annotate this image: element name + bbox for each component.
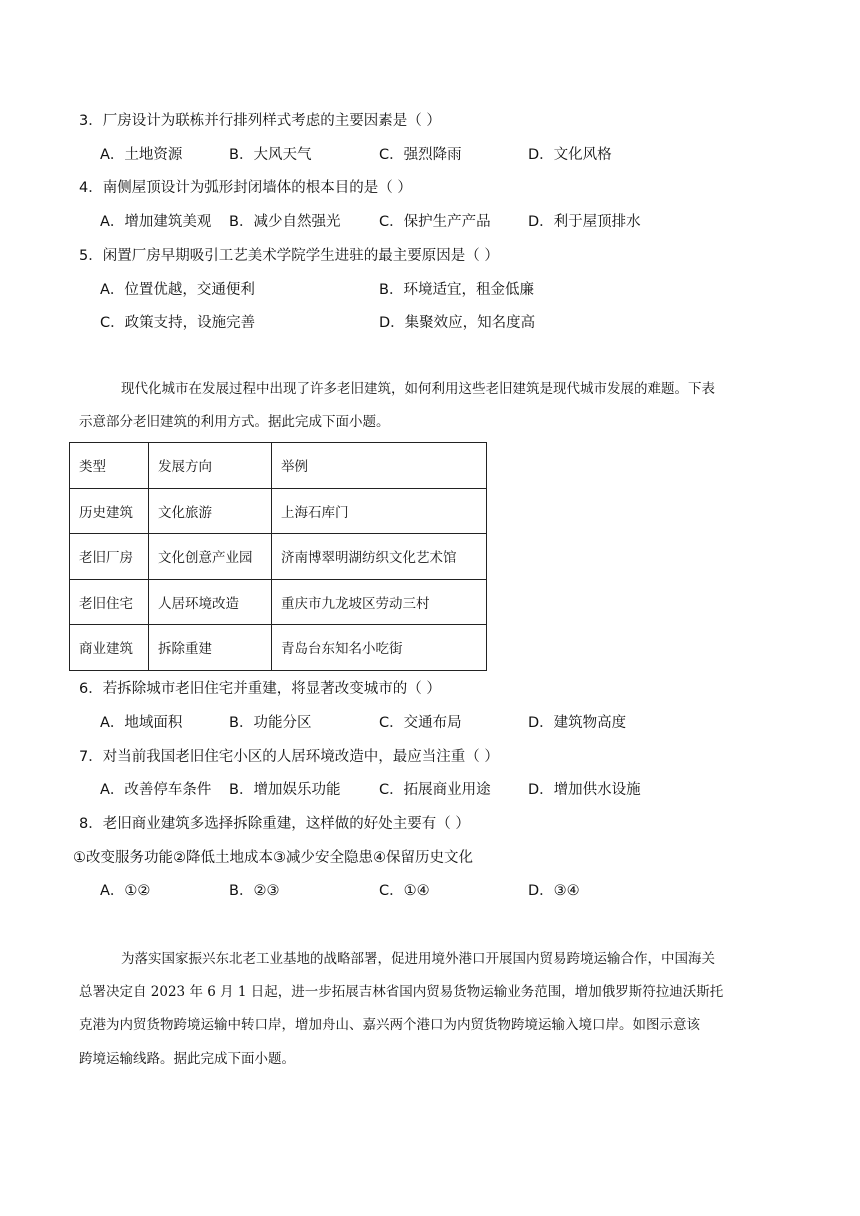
question-3-option-d: D．文化风格 [528,147,612,163]
buildings-usage-table [69,442,487,671]
question-5-option-c: C．政策支持，设施完善 [100,315,256,331]
passage-3-line-4: 跨境运输线路。据此完成下面小题。 [79,1051,295,1067]
question-8-stem: 8．老旧商业建筑多选择拆除重建，这样做的好处主要有（ ） [79,816,470,832]
question-4-option-a: A．增加建筑美观 [100,214,212,230]
table-cell: 青岛台东知名小吃街 [272,625,487,671]
passage-2-line-2: 示意部分老旧建筑的利用方式。据此完成下面小题。 [79,414,390,430]
table-row [70,579,487,625]
question-5-option-a: A．位置优越，交通便利 [100,282,255,298]
table-cell: 济南博翠明湖纺织文化艺术馆 [272,534,487,580]
table-cell: 人居环境改造 [149,579,272,625]
question-6-option-c: C．交通布局 [379,715,462,731]
question-7-option-b: B．增加娱乐功能 [229,782,341,798]
table-cell: 老旧住宅 [70,579,149,625]
question-4-option-c: C．保护生产产品 [379,214,491,230]
question-7-stem: 7．对当前我国老旧住宅小区的人居环境改造中，最应当注重（ ） [79,749,499,765]
question-8-option-d: D．③④ [528,883,580,899]
question-6-stem: 6．若拆除城市老旧住宅并重建，将显著改变城市的（ ） [79,681,441,697]
question-7-option-a: A．改善停车条件 [100,782,212,798]
question-4-stem: 4．南侧屋顶设计为弧形封闭墙体的根本目的是（ ） [79,180,412,196]
question-3-option-c: C．强烈降雨 [379,147,462,163]
question-6-option-a: A．地域面积 [100,715,183,731]
table-cell: 重庆市九龙坡区劳动三村 [272,579,487,625]
table-header-row [70,443,487,489]
table-cell: 拆除重建 [149,625,272,671]
passage-2-line-1: 现代化城市在发展过程中出现了许多老旧建筑，如何利用这些老旧建筑是现代城市发展的难题。下表 [121,381,715,397]
question-4-option-d: D．利于屋顶排水 [528,214,641,230]
passage-3-line-3: 克港为内贸货物跨境运输中转口岸，增加舟山、嘉兴两个港口为内贸货物跨境运输入境口岸。如图示意该 [79,1017,700,1033]
passage-3-line-2: 总署决定自 2023 年 6 月 1 日起，进一步拓展吉林省国内贸易货物运输业务范围，增加俄罗斯符拉迪沃斯托 [79,984,724,1000]
table-cell: 上海石库门 [272,488,487,534]
passage-3-line-1: 为落实国家振兴东北老工业基地的战略部署，促进用境外港口开展国内贸易跨境运输合作，中国海关 [121,951,715,967]
question-5-stem: 5．闲置厂房早期吸引工艺美术学院学生进驻的最主要原因是（ ） [79,248,499,264]
table-header-cell: 举例 [272,443,487,489]
table-header-cell: 发展方向 [149,443,272,489]
question-6-option-d: D．建筑物高度 [528,715,627,731]
question-7-option-d: D．增加供水设施 [528,782,641,798]
question-8-statements: ①改变服务功能②降低土地成本③减少安全隐患④保留历史文化 [73,850,473,866]
table-cell: 文化创意产业园 [149,534,272,580]
question-6-option-b: B．功能分区 [229,715,312,731]
question-5-option-d: D．集聚效应，知名度高 [379,315,536,331]
table-row [70,534,487,580]
table-row [70,488,487,534]
table-cell: 老旧厂房 [70,534,149,580]
question-8-option-c: C．①④ [379,883,430,899]
table-row [70,625,487,671]
question-3-option-a: A．土地资源 [100,147,183,163]
question-8-option-b: B．②③ [229,883,280,899]
question-3-stem: 3．厂房设计为联栋并行排列样式考虑的主要因素是（ ） [79,113,441,129]
table-cell: 历史建筑 [70,488,149,534]
question-7-option-c: C．拓展商业用途 [379,782,491,798]
table-cell: 商业建筑 [70,625,149,671]
question-8-option-a: A．①② [100,883,151,899]
question-4-option-b: B．减少自然强光 [229,214,341,230]
question-5-option-b: B．环境适宜，租金低廉 [379,282,534,298]
question-3-option-b: B．大风天气 [229,147,312,163]
table-cell: 文化旅游 [149,488,272,534]
table-header-cell: 类型 [70,443,149,489]
